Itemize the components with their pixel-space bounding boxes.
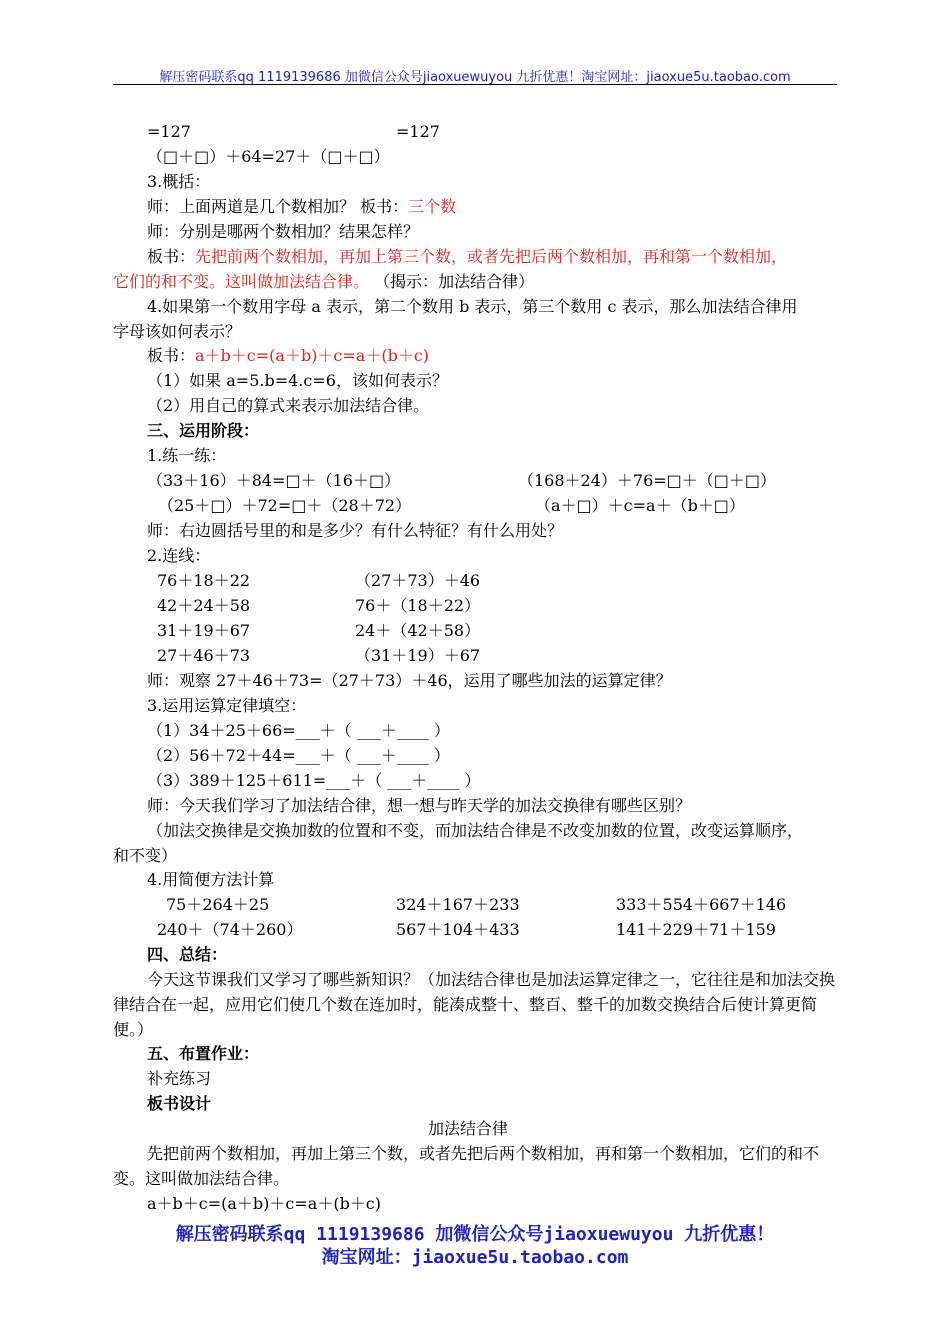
board-title: 加法结合律 (428, 1119, 509, 1138)
board-body: 先把前两个数相加，再加上第三个数，或者先把后两个数相加，再和第一个数相加，它们的和不变。这叫做加法结合律。 (113, 1144, 820, 1188)
teacher-q1: 师：上面两道是几个数相加？ 板书：三个数 (147, 197, 457, 216)
eq-result-left: =127 (147, 122, 191, 141)
match-right-2: 76＋（18＋22） (355, 596, 481, 615)
calc-1: 75＋264＋25 (166, 895, 270, 914)
teacher-q5: 师：今天我们学习了加法结合律，想一想与昨天学的加法交换律有哪些区别？ (147, 796, 692, 815)
match-left-1: 76＋18＋22 (157, 571, 251, 590)
practice-1d: （a＋□）＋c=a＋（b＋□） (535, 496, 745, 515)
practice-1: 1.练一练： (147, 446, 227, 465)
fill-3: （3）389＋125＋611=___＋（ ___＋____ ） (147, 771, 481, 790)
board-formula: 板书：a＋b＋c=(a＋b)＋c=a＋(b＋c) (147, 346, 430, 365)
calc-5: 567＋104＋433 (396, 920, 520, 939)
section-3-heading: 三、运用阶段： (147, 421, 260, 440)
board-design-heading: 板书设计 (147, 1094, 212, 1113)
section-5-heading: 五、布置作业： (147, 1044, 260, 1063)
practice-4: 4.用简便方法计算 (147, 870, 275, 889)
calc-6: 141＋229＋71＋159 (616, 920, 776, 939)
section-4-heading: 四、总结： (147, 945, 228, 964)
match-right-4: （31＋19）＋67 (355, 646, 481, 665)
match-left-4: 27＋46＋73 (157, 646, 251, 665)
step-4: 4.如果第一个数用字母 a 表示，第二个数用 b 表示，第三个数用 c 表示，那么加法结合律用字母该如何表示？ (113, 297, 798, 341)
step-3: 3.概括： (147, 172, 211, 191)
fill-1: （1）34＋25＋66=___＋（ ___＋____ ） (147, 721, 450, 740)
teacher-q4: 师：观察 27＋46＋73=（27＋73）＋46，运用了哪些加法的运算定律？ (147, 671, 672, 690)
teacher-q2: 师：分别是哪两个数相加？结果怎样？ (147, 222, 420, 241)
homework: 补充练习 (147, 1069, 212, 1088)
teacher-q3: 师：右边圆括号里的和是多少？有什么特征？有什么用处？ (147, 521, 564, 540)
fill-2: （2）56＋72＋44=___＋（ ___＋____ ） (147, 746, 450, 765)
match-left-3: 31＋19＋67 (157, 621, 251, 640)
eq-blank: （□＋□）＋64=27＋（□＋□） (147, 147, 390, 166)
calc-3: 333＋554＋667＋146 (616, 895, 787, 914)
practice-1c: （25＋□）＋72=□＋（28＋72） (158, 496, 412, 515)
eq-result-right: =127 (396, 122, 440, 141)
match-right-1: （27＋73）＋46 (355, 571, 481, 590)
calc-2: 324＋167＋233 (396, 895, 520, 914)
distinction-note: （加法交换律是交换加数的位置和不变，而加法结合律是不改变加数的位置，改变运算顺序，和不变） (113, 821, 804, 865)
match-left-2: 42＋24＋58 (157, 596, 251, 615)
summary: 今天这节课我们又学习了哪些新知识？（加法结合律也是加法运算定律之一，它往往是和加法交换律结合在一起，应用它们使几个数在连加时，能凑成整十、整百、整千的加数交换结合后使计算更简便。） (113, 970, 836, 1039)
practice-3: 3.运用运算定律填空： (147, 696, 307, 715)
header-rule (113, 84, 837, 85)
practice-2: 2.连线： (147, 546, 211, 565)
match-right-3: 24＋（42＋58） (355, 621, 481, 640)
calc-4: 240＋（74＋260） (157, 920, 303, 939)
practice-1b: （168＋24）＋76=□＋（□＋□） (518, 471, 777, 490)
practice-1a: （33＋16）＋84=□＋（16＋□） (147, 471, 401, 490)
footer-line-2: 淘宝网址：jiaoxue5u.taobao.com (321, 1247, 629, 1268)
sub-q1: （1）如果 a=5.b=4.c=6，该如何表示？ (147, 371, 448, 390)
sub-q2: （2）用自己的算式来表示加法结合律。 (147, 396, 430, 415)
page-header: 解压密码联系qq 1119139686 加微信公众号jiaoxuewuyou 九折优惠！淘宝网址：jiaoxue5u.taobao.com (159, 70, 791, 85)
board-definition: 板书：先把前两个数相加，再加上第三个数，或者先把后两个数相加，再和第一个数相加，它们的和不变。这叫做加法结合律。 （揭示：加法结合律） (113, 247, 788, 291)
footer-line-1: 解压密码联系qq 1119139686 加微信公众号jiaoxuewuyou 九折优惠！ (175, 1224, 775, 1245)
board-formula-final: a＋b＋c=(a＋b)＋c=a＋(b＋c) (147, 1194, 382, 1213)
